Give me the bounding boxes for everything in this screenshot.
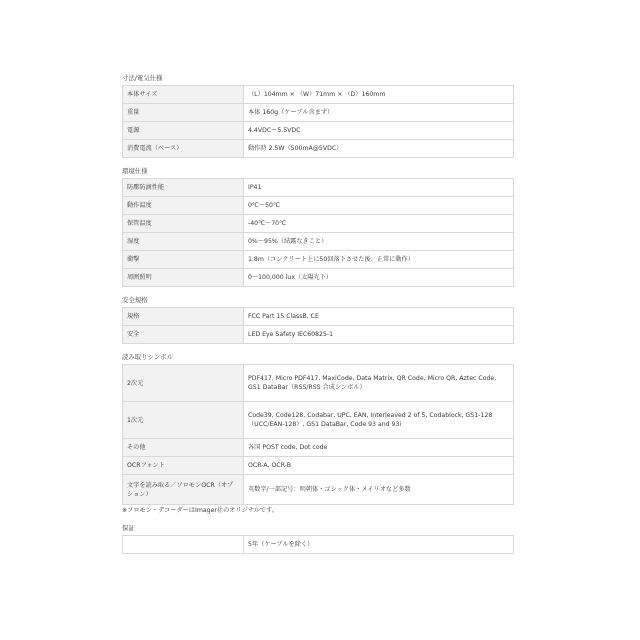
row-label: 消費電流（ベース）	[123, 140, 244, 158]
table-row	[123, 251, 514, 269]
row-label: 1次元	[123, 402, 244, 439]
table-row	[123, 215, 514, 233]
table-row	[123, 457, 514, 475]
table-row	[123, 308, 514, 326]
table-row	[123, 233, 514, 251]
row-label: 重量	[123, 104, 244, 122]
row-value: OCR-A, OCR-B	[244, 457, 514, 475]
table-row	[123, 104, 514, 122]
row-value: IP41	[244, 179, 514, 197]
row-value: （L）104mm × （W）71mm × （D）160mm	[244, 86, 514, 104]
table-row	[123, 402, 514, 439]
table-row	[123, 122, 514, 140]
spec-table-safety	[122, 307, 514, 344]
table-row	[123, 197, 514, 215]
row-value: -40℃～70℃	[244, 215, 514, 233]
row-label: 規格	[123, 308, 244, 326]
spec-table-environment	[122, 178, 514, 287]
row-value: 4.4VDC～5.5VDC	[244, 122, 514, 140]
table-row	[123, 269, 514, 287]
table-row	[123, 140, 514, 158]
row-value: 本体 160g（ケーブル含まず）	[244, 104, 514, 122]
row-label: 湿度	[123, 233, 244, 251]
spec-table-dimensions-electrical	[122, 85, 514, 158]
row-label: その他	[123, 439, 244, 457]
table-row	[123, 475, 514, 505]
row-label: OCRフォント	[123, 457, 244, 475]
section-title-dimensions-electrical: 寸法/電気仕様	[122, 74, 163, 82]
row-value: 各国 POST code, Dot code	[244, 439, 514, 457]
row-label: 周囲照明	[123, 269, 244, 287]
row-label: 本体サイズ	[123, 86, 244, 104]
row-value: 5年（ケーブルを除く）	[244, 536, 514, 554]
section-title-environment: 環境仕様	[122, 167, 148, 175]
section-title-safety: 安全規格	[122, 296, 148, 304]
footnote: ※ソロモン・デコーダーはImager社のオリジナルです。	[122, 507, 278, 514]
row-label: 保管温度	[123, 215, 244, 233]
row-value: 0～100,000 lux（太陽光下）	[244, 269, 514, 287]
section-title-symbologies: 読み取りシンボル	[122, 353, 173, 361]
row-value: 0%～95%（結露なきこと）	[244, 233, 514, 251]
section-title-warranty: 保証	[122, 524, 135, 532]
row-value: Code39, Code128, Codabar, UPC, EAN, Interleaved 2 of 5, Codablock, GS1-128（UCC/EAN-128）, GS1 DataBar, Code 93 and 93i	[244, 402, 514, 439]
row-value: 1.8m（コンクリート上に50回落下させた後、正常に動作）	[244, 251, 514, 269]
table-row	[123, 326, 514, 344]
row-label: 電源	[123, 122, 244, 140]
row-value: PDF417, Micro PDF417, MaxiCode, Data Matrix, QR Code, Micro QR, Aztec Code, GS1 DataBar（RSS/RSS 合成シンボル）	[244, 365, 514, 402]
spec-table-symbologies	[122, 364, 514, 505]
table-row	[123, 86, 514, 104]
row-label: 衝撃	[123, 251, 244, 269]
row-label: 2次元	[123, 365, 244, 402]
spec-document	[122, 74, 514, 554]
row-value: 動作時 2.5W（500mA@5VDC）	[244, 140, 514, 158]
row-label: 動作温度	[123, 197, 244, 215]
row-value: 0℃～50℃	[244, 197, 514, 215]
row-label	[123, 536, 244, 554]
row-value: 英数字/一部記号：明朝体・ゴシック体・メイリオなど多数	[244, 475, 514, 505]
row-label: 安全	[123, 326, 244, 344]
spec-table-warranty	[122, 535, 514, 554]
row-value: LED Eye Safety IEC60825-1	[244, 326, 514, 344]
row-label: 文字を読み取る／ソロモンOCR（オプション）	[123, 475, 244, 505]
row-label: 防塵防滴性能	[123, 179, 244, 197]
table-row	[123, 439, 514, 457]
row-value: FCC Part 15 ClassB, CE	[244, 308, 514, 326]
table-row	[123, 179, 514, 197]
table-row	[123, 536, 514, 554]
table-row	[123, 365, 514, 402]
